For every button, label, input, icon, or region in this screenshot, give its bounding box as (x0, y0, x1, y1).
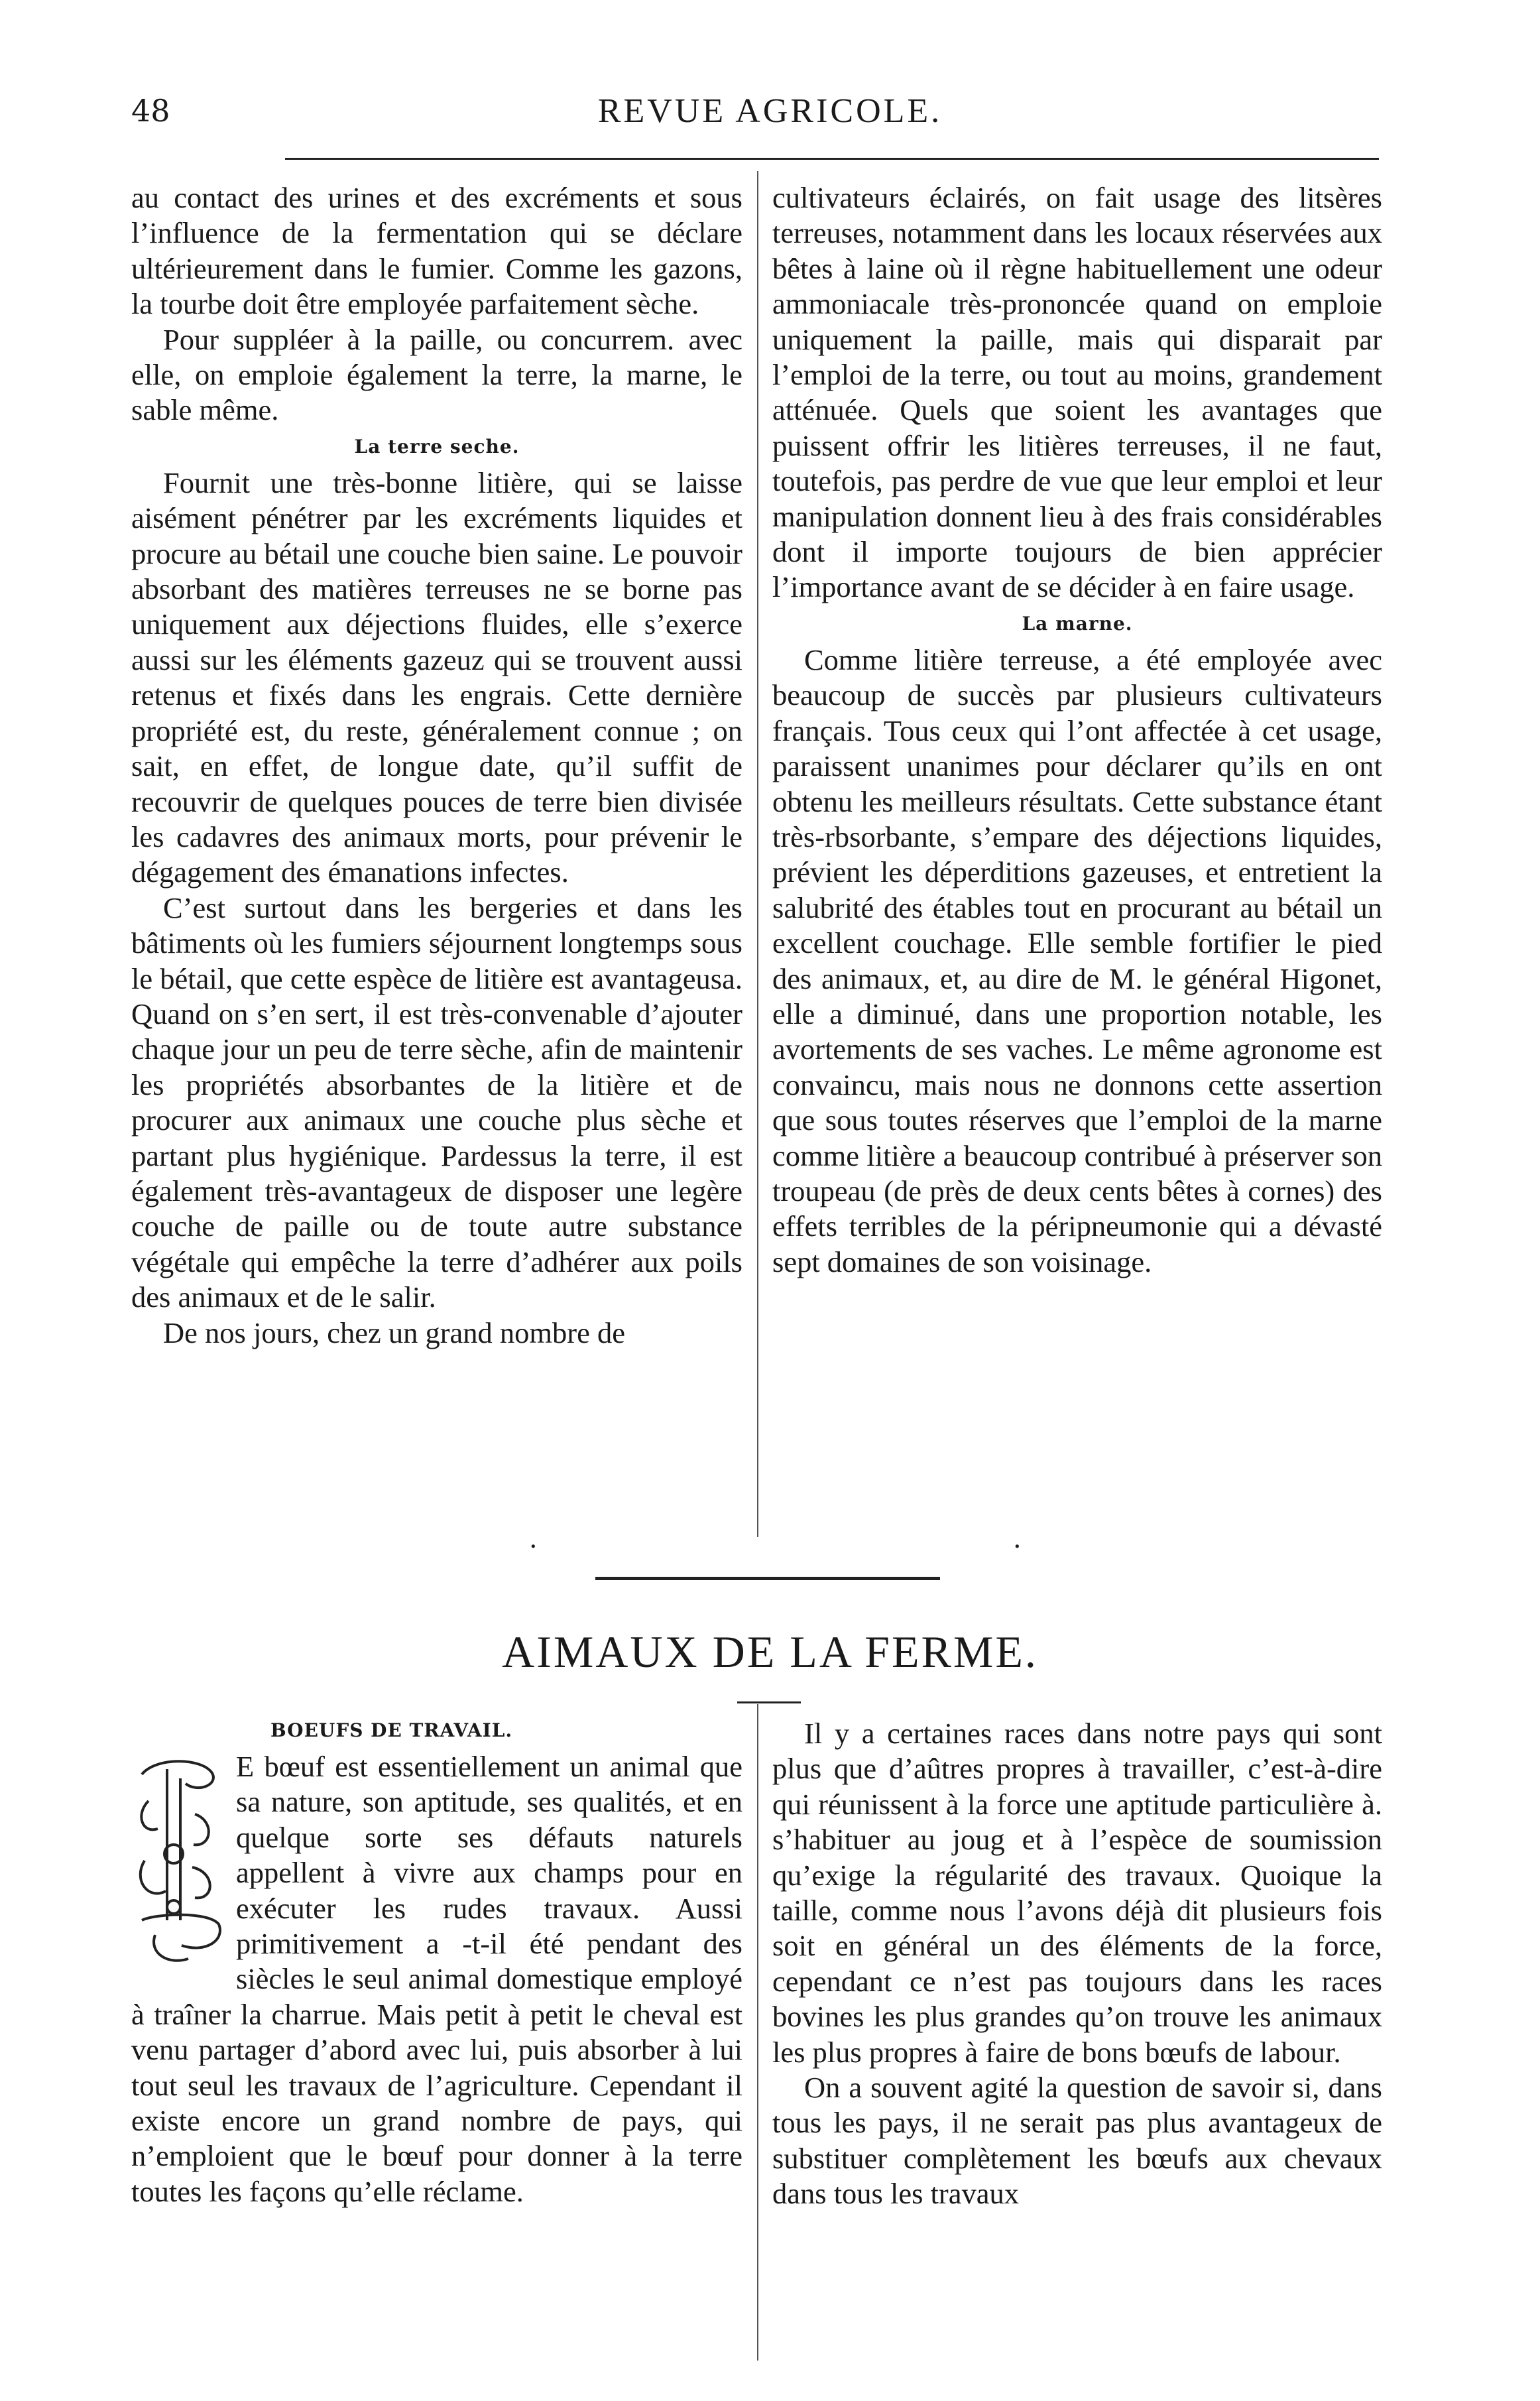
paragraph: Comme litière terreuse, a été employée avec beaucoup de succès par plusieurs cultivateurs français. Tous ceux qui l’ont affectée à cet usage, paraissent unanimes pour déclarer qu’ils en ont obtenu les meilleurs résultats. Cette substance étant très-rbsorbante, s’empare des déjections liquides, prévient les déperditions gazeuses, et entretient la salubrité des étables tout en procurant au bétail un excellent couchage. Elle semble fortifier le pied des animaux, et, au dire de M. le général Higonet, elle a diminué, dans une proportion notable, les avortements de ses vaches. Le même agronome est convaincu, mais nous ne donnons cette assertion que sous toutes réserves que l’emploi de la marne comme litière a beaucoup contribué à préserver son troupeau (de près de deux cents bêtes à cornes) des effets terribles de la péripneumonie qui a dévasté sept domaines de son voisinage. (772, 643, 1382, 1278)
paragraph: Pour suppléer à la paille, ou concurrem. avec elle, on emploie également la terre, la marne, le sable même. (131, 322, 742, 427)
paragraph: Fournit une très-bonne litière, qui se laisse aisément pénétrer par les excréments liquides et procure au bétail une couche bien saine. Le pouvoir absorbant des matières terreuses ne se borne pas uniquement aux déjections fluides, elle s’exerce aussi sur les éléments gazeuz qui se trouvent aussi retenus et fixés dans les engrais. Cette dernière propriété est, du reste, généralement connue ; on sait, en effet, de longue date, qu’il suffit de recouvrir de quelques pouces de terre bien divisée les cadavres des animaux morts, pour prévenir le dégagement des émanations infectes. (131, 465, 742, 889)
ornament-dot: · (529, 1532, 538, 1562)
paragraph: On a souvent agité la question de savoir si, dans tous les pays, il ne serait pas plus avantageux de substituer complètement les bœufs aux chevaux dans tous les travaux (772, 2071, 1382, 2211)
section-rule (595, 1577, 940, 1580)
paragraph: Il y a certaines races dans notre pays qui sont plus que d’aûtres propres à travailler, c’est-à-dire qui réunissent à la force une aptitude particulière à. s’habituer au joug et à l’espèce de soumission qu’exige la régularité des travaux. Quoique la taille, comme nous l’avons déjà dit plusieurs fois soit en général un des éléments de la force, cependant ce n’est pas toujours dans les races bovines les plus grandes qu’on trouve les animaux les plus propres à faire de bons bœufs de labour. (772, 1717, 1382, 2069)
subheading: La terre seche. (354, 435, 520, 458)
subheading: BOEUFS DE TRAVAIL. (270, 1719, 513, 1741)
subheading: La marne. (1022, 612, 1133, 635)
paragraph: C’est surtout dans les bergeries et dans les bâtiments où les fumiers séjournent longtemps sous le bétail, que cette espèce de litière est avantageusa. Quand on s’en sert, il est très-convenable d’ajouter chaque jour un peu de terre sèche, afin de maintenir les propriétés absorbantes de la litière et de procurer aux animaux une couche plus sèche et partant plus hygiénique. Pardessus la terre, il est également très-avantageux de disposer une legère couche de paille ou de toute autre substance végétale qui empêche la terre d’adhérer aux poils des animaux et de le salir. (131, 891, 742, 1314)
title-rule (737, 1701, 801, 1703)
lower-right-column (772, 1716, 1382, 2212)
paragraph: au contact des urines et des excréments et sous l’influence de la fermentation qui se déclare ultérieurement dans le fumier. Comme les gazons, la tourbe doit être employée parfaitement sèche. (131, 181, 742, 321)
ornament-dot: · (1013, 1532, 1022, 1562)
section-title: AIMAUX DE LA FERME. (502, 1627, 1038, 1677)
upper-left-column (131, 180, 742, 1351)
upper-right-column (772, 180, 1382, 1280)
drop-cap-l-icon (129, 1755, 227, 1969)
running-title: REVUE AGRICOLE. (597, 92, 943, 130)
page-number: 48 (131, 93, 170, 129)
ornamental-drop-cap (129, 1755, 227, 1969)
paragraph: De nos jours, chez un grand nombre de (163, 1316, 625, 1349)
lower-left-column (131, 1712, 742, 2209)
header-rule (285, 158, 1379, 160)
column-divider (757, 1704, 758, 2361)
column-divider (757, 171, 758, 1537)
paragraph: cultivateurs éclairés, on fait usage des litsères terreuses, notamment dans les locaux réservées aux bêtes à laine où il règne habituellement une odeur ammoniacale très-prononcée quand on emploie uniquement la paille, mais qui disparait par l’emploi de la terre, ou tout au moins, grandement atténuée. Quels que soient les avantages que puissent offrir les litières terreuses, il ne faut, toutefois, pas perdre de vue que leur emploi et leur manipulation donnent lieu à des frais considérables dont il importe toujours de bien apprécier l’importance avant de se décider à en faire usage. (772, 181, 1382, 604)
paragraph: E bœuf est essentiellement un animal que sa nature, son aptitude, ses qualités, et en quelque sorte ses défauts naturels appellent à vivre aux champs pour en exécuter les rudes travaux. Aussi primitivement a -t-il été pendant des siècles le seul animal domestique employé à traîner la charrue. Mais petit à petit le cheval est venu partager d’abord avec lui, puis absorber à lui tout seul les travaux de l’agriculture. Cependant il existe encore un grand nombre de pays, qui n’emploient que le bœuf pour donner à la terre toutes les façons qu’elle réclame. (131, 1750, 742, 2208)
